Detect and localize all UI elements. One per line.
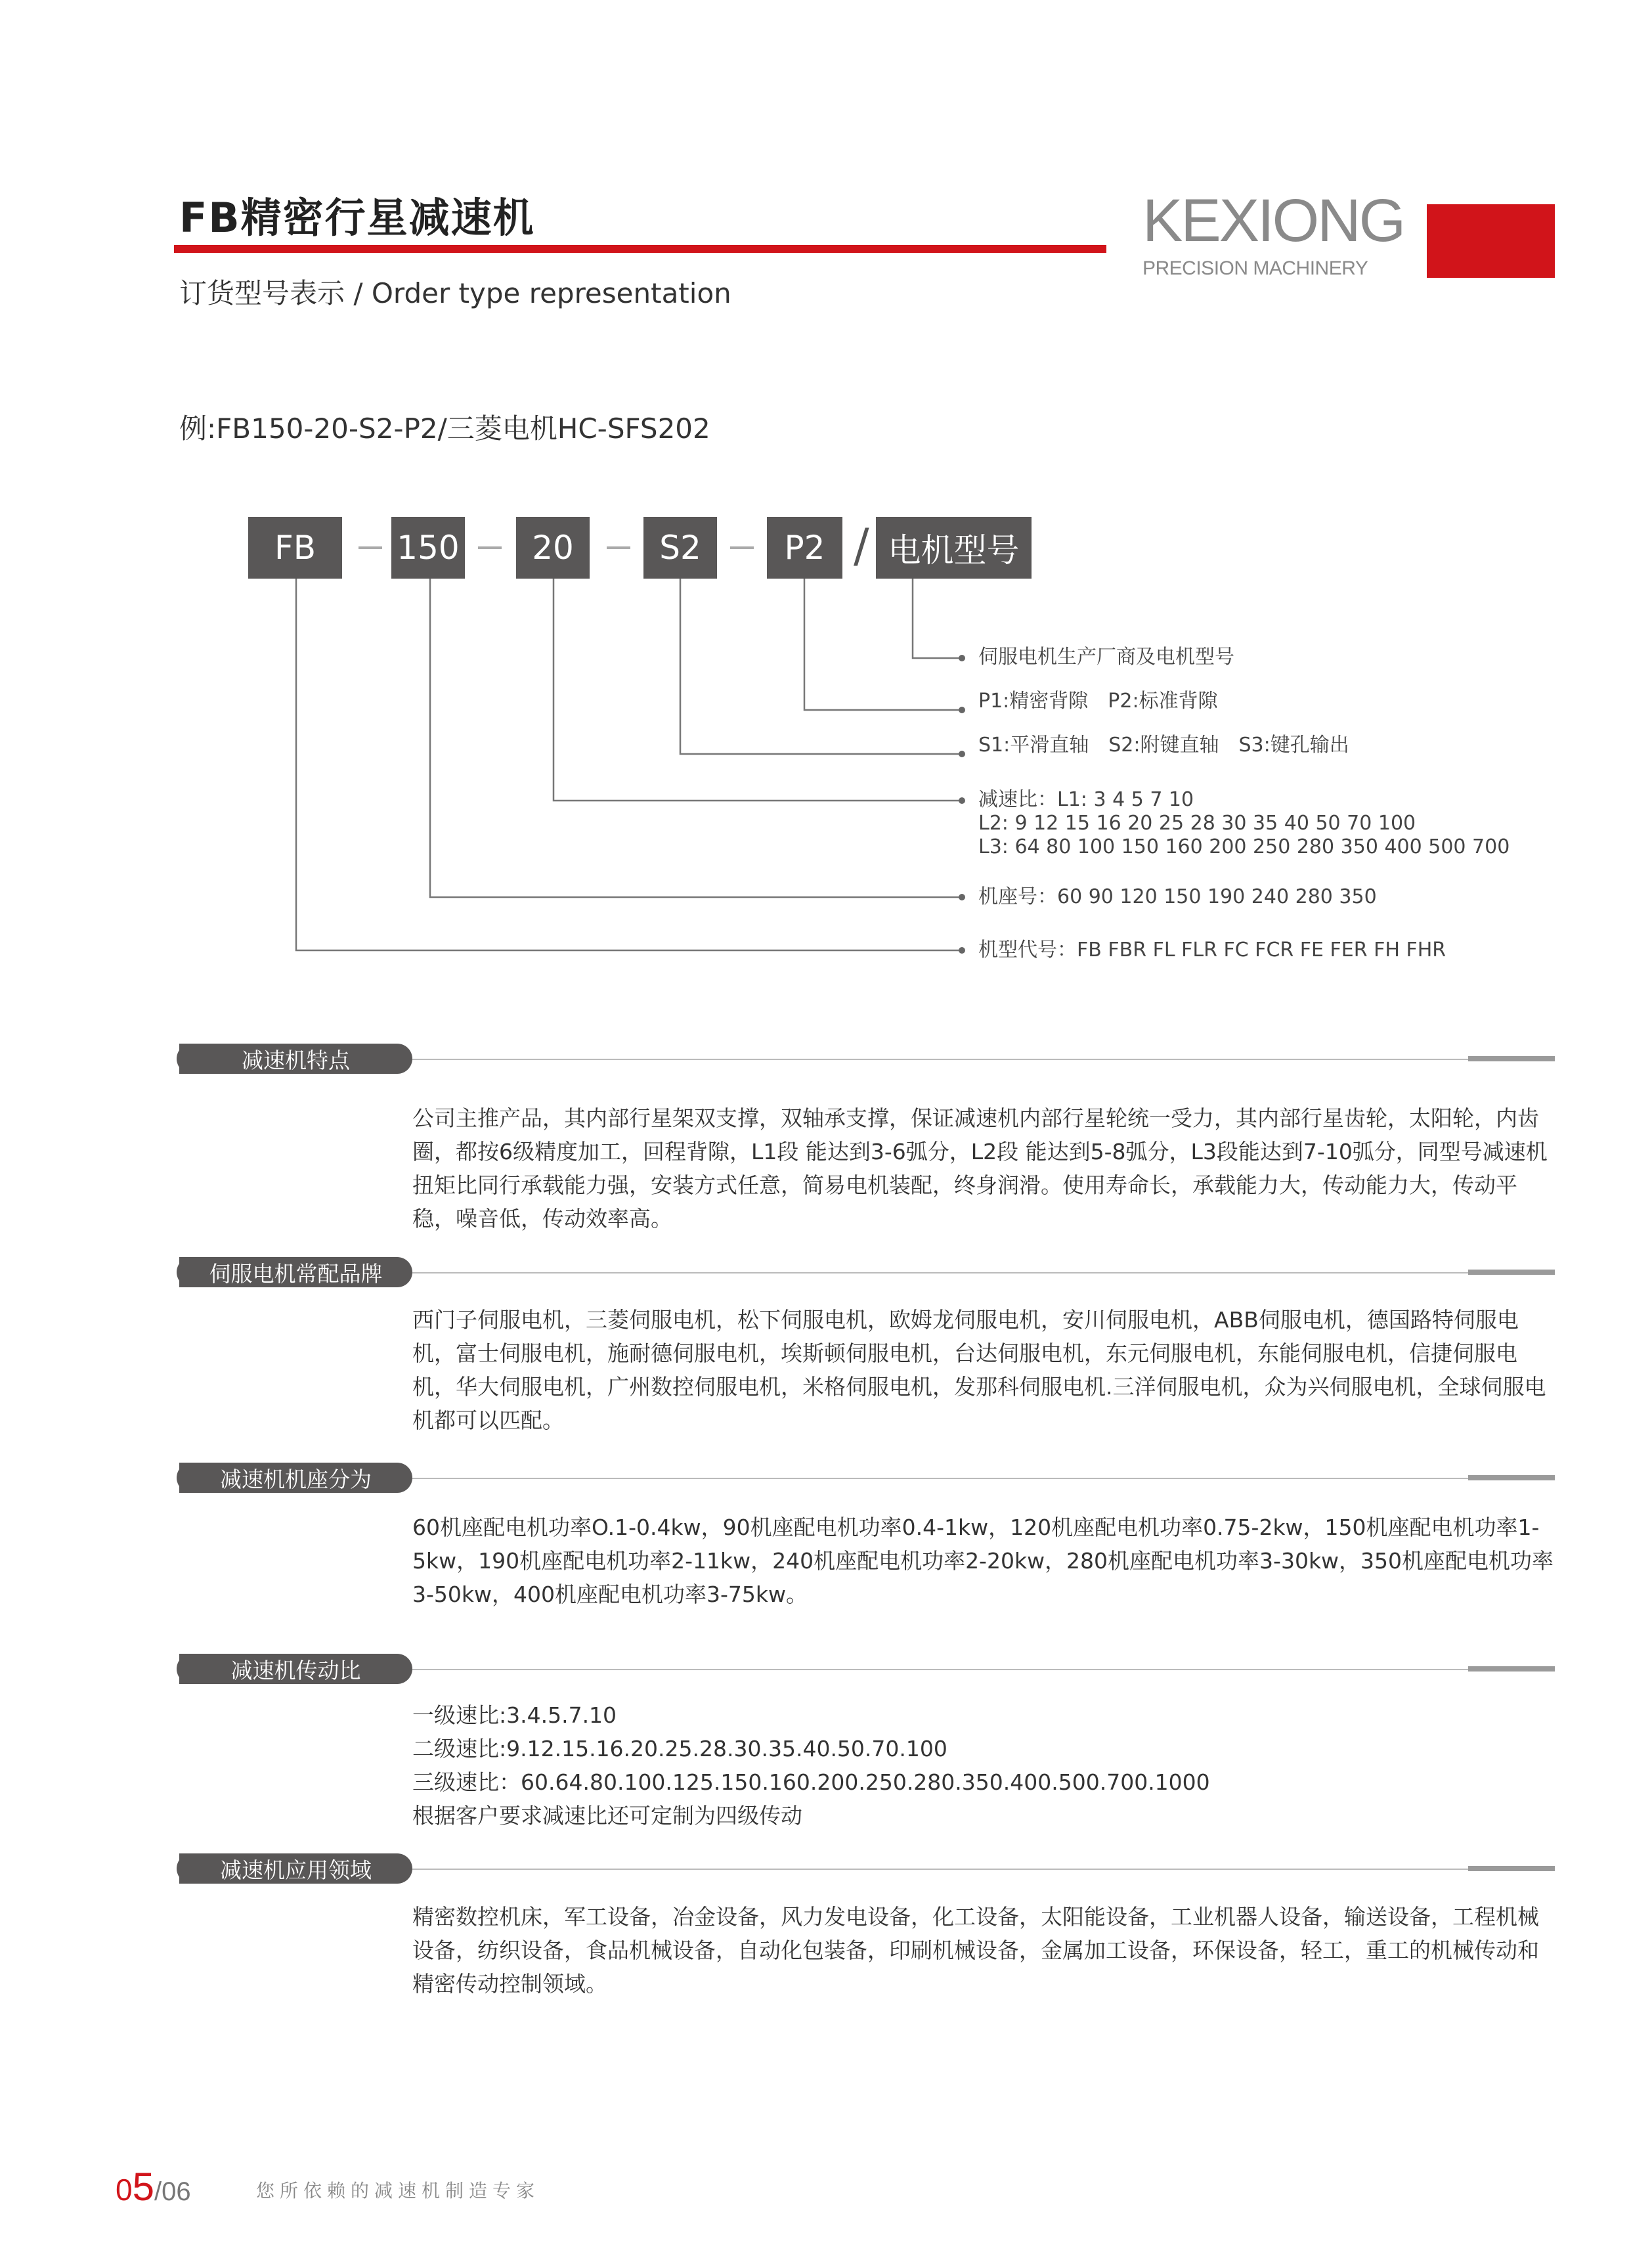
section-rule [412, 1059, 1468, 1060]
section-body-ratios [412, 1698, 1555, 1832]
section-body-motor-brands [412, 1303, 1555, 1437]
section-rule-accent [1468, 1866, 1555, 1871]
section-rule [412, 1669, 1468, 1670]
brand-tagline: PRECISION MACHINERY [1142, 257, 1368, 279]
tree-label-ratio-l3: L3: 64 80 100 150 160 200 250 280 350 400 500 700 [978, 835, 1510, 858]
tree-label-backlash: P1:精密背隙 P2:标准背隙 [978, 690, 1218, 713]
section-heading-motor-brands: 伺服电机常配品牌 [179, 1257, 412, 1287]
section-rule-accent [1468, 1666, 1555, 1671]
order-example: 例:FB150-20-S2-P2/三菱电机HC-SFS202 [179, 412, 710, 445]
page-subtitle: 订货型号表示 / Order type representation [179, 277, 731, 309]
page-number-total: /06 [154, 2177, 191, 2206]
ratio-line-3: 三级速比：60.64.80.100.125.150.160.200.250.280.350.400.500.700.1000 [412, 1769, 1210, 1795]
section-paragraph: 西门子伺服电机，三菱伺服电机，松下伺服电机，欧姆龙伺服电机，安川伺服电机，ABB伺服电机，德国路特伺服电机，富士伺服电机，施耐德伺服电机，埃斯顿伺服电机，台达伺服电机，东元伺服电机，东能伺服电机，信捷伺服电机，华大伺服电机，广州数控伺服电机，米格伺服电机，发那科伺服电机.三洋伺服电机，众为兴伺服电机，全球伺服电机都可以匹配。 [412, 1307, 1546, 1433]
page-title: FB精密行星减速机 [179, 194, 535, 242]
section-rule [412, 1478, 1468, 1479]
tree-label-frame: 机座号：60 90 120 150 190 240 280 350 [978, 885, 1377, 908]
section-body-applications [412, 1900, 1555, 2001]
section-paragraph: 公司主推产品，其内部行星架双支撑，双轴承支撑，保证减速机内部行星轮统一受力，其内部行星齿轮，太阳轮，内齿圈，都按6级精度加工，回程背隙，L1段 能达到3-6弧分，L2段 能达到5-8弧分，L3段能达到7-10弧分，同型号减速机扭矩比同行承载能力强，安装方式任意，简易电机装配，终身润滑。使用寿命长，承载能力大，传动能力大，传动平稳，噪音低，传动效率高。 [412, 1105, 1548, 1231]
code-box-frame: 150 [391, 517, 465, 579]
section-paragraph: 精密数控机床，军工设备，冶金设备，风力发电设备，化工设备，太阳能设备，工业机器人设备，输送设备，工程机械设备，纺织设备，食品机械设备，自动化包装备，印刷机械设备，金属加工设备，环保设备，轻工，重工的机械传动和精密传动控制领域。 [412, 1904, 1539, 1997]
brand-logo-text: KEXIONG [1142, 187, 1404, 254]
tree-label-model: 机型代号：FB FBR FL FLR FC FCR FE FER FH FHR [978, 939, 1446, 962]
page-number [116, 2164, 191, 2209]
section-rule-accent [1468, 1475, 1555, 1480]
tree-label-motor: 伺服电机生产厂商及电机型号 [978, 646, 1234, 669]
section-rule [412, 1272, 1468, 1273]
tree-label-shaft: S1:平滑直轴 S2:附键直轴 S3:键孔输出 [978, 734, 1349, 757]
section-rule-accent [1468, 1056, 1555, 1061]
code-box-series: FB [248, 517, 342, 579]
section-heading-features: 减速机特点 [179, 1044, 412, 1074]
section-paragraph: 60机座配电机功率O.1-0.4kw，90机座配电机功率0.4-1kw，120机座配电机功率0.75-2kw，150机座配电机功率1-5kw，190机座配电机功率2-11kw，240机座配电机功率2-20kw，280机座配电机功率3-30kw，350机座配电机功率3-50kw，400机座配电机功率3-75kw。 [412, 1515, 1554, 1607]
section-heading-frame-sizes: 减速机机座分为 [179, 1463, 412, 1493]
code-box-backlash: P2 [767, 517, 842, 579]
code-box-ratio: 20 [516, 517, 590, 579]
page-number-current: 5 [132, 2165, 154, 2209]
section-rule [412, 1869, 1468, 1870]
section-body-frame-sizes [412, 1511, 1555, 1611]
section-body-features [412, 1101, 1555, 1235]
ratio-line-2: 二级速比:9.12.15.16.20.25.28.30.35.40.50.70.100 [412, 1736, 947, 1761]
code-slash: / [854, 519, 869, 573]
section-rule-accent [1468, 1270, 1555, 1275]
footer-slogan: 您所依赖的减速机制造专家 [256, 2180, 540, 2202]
ratio-line-1: 一级速比:3.4.5.7.10 [412, 1702, 617, 1728]
page-number-prefix: 0 [116, 2173, 133, 2207]
section-heading-ratios: 减速机传动比 [179, 1654, 412, 1684]
tree-label-ratio-l1: 减速比：L1: 3 4 5 7 10 [978, 788, 1194, 811]
section-heading-applications: 减速机应用领域 [179, 1853, 412, 1884]
code-box-motor: 电机型号 [876, 517, 1032, 579]
ratio-line-4: 根据客户要求减速比还可定制为四级传动 [412, 1803, 802, 1828]
code-box-shaft: S2 [643, 517, 717, 579]
tree-label-ratio-l2: L2: 9 12 15 16 20 25 28 30 35 40 50 70 100 [978, 812, 1416, 835]
